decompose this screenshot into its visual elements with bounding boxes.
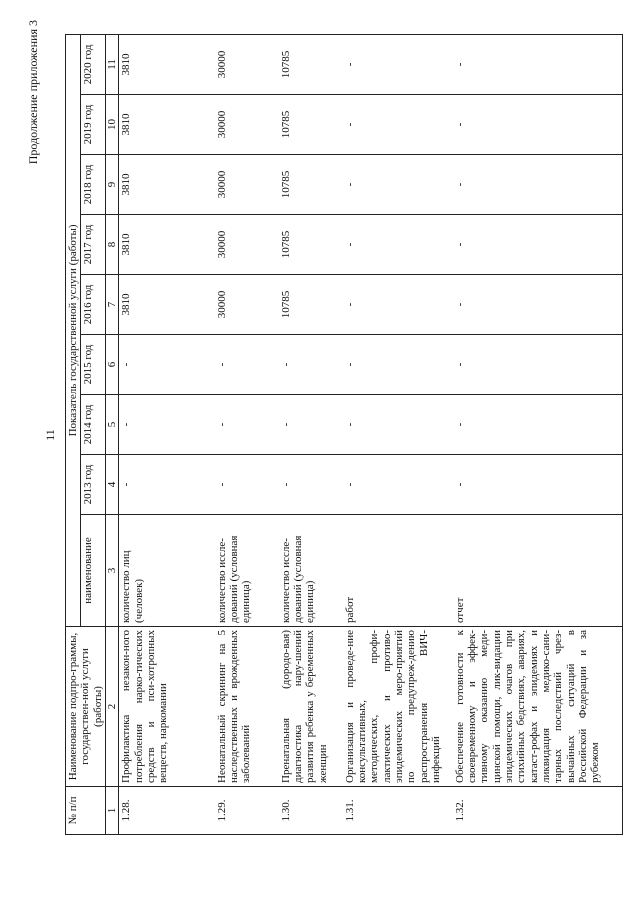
value-cell: -: [119, 455, 215, 515]
header-year: 2018 год: [81, 155, 106, 215]
column-index: 1: [105, 787, 118, 835]
header-number: № п/п: [66, 787, 106, 835]
column-index: 8: [105, 215, 118, 275]
value-cell: -: [215, 395, 279, 455]
column-index: 3: [105, 515, 118, 627]
header-year: 2013 год: [81, 455, 106, 515]
value-cell: -: [215, 335, 279, 395]
value-cell: -: [279, 455, 343, 515]
value-cell: 10785: [279, 95, 343, 155]
page-number: 11: [43, 429, 57, 441]
service-name: Обеспечение готовности к своевременному и эффек-тивному оказанию меди-цинской помощи, лик-видации эпидемических очагов при стихийных бедствиях, авариях, катаст-рофах и эпидемиях и ликвидация медико-сани-тарных последствий чрез-вычайных ситуаций в Российской Федерации и за рубежом: [453, 627, 623, 787]
header-service-name: Наименование подпро-граммы, государствен-ной услуги (работы): [66, 627, 106, 787]
value-cell: -: [453, 395, 623, 455]
table-row: [343, 34, 453, 834]
value-cell: -: [453, 335, 623, 395]
header-indicator-group: Показатель государственной услуги (работы): [66, 34, 81, 626]
indicator-name: отчет: [453, 515, 623, 627]
header-year: 2017 год: [81, 215, 106, 275]
service-name: Организация и проведе-ние консультативных, методических, профи-лактических и противо-эпидемических меро-приятий по предупреж-дению распространения ВИЧ-инфекций: [343, 627, 453, 787]
column-index: 6: [105, 335, 118, 395]
value-cell: -: [279, 335, 343, 395]
table-row: [453, 34, 623, 834]
table-row: [215, 34, 279, 834]
column-index: 4: [105, 455, 118, 515]
value-cell: -: [453, 95, 623, 155]
column-index: 9: [105, 155, 118, 215]
indicator-name: работ: [343, 515, 453, 627]
column-index-row: [105, 34, 118, 834]
value-cell: -: [453, 275, 623, 335]
value-cell: 10785: [279, 34, 343, 94]
service-name: Неонатальный скрининг на 5 наследственных и врожденных заболеваний: [215, 627, 279, 787]
row-number: 1.29.: [215, 787, 279, 835]
value-cell: -: [279, 395, 343, 455]
value-cell: -: [343, 95, 453, 155]
value-cell: 3810: [119, 95, 215, 155]
header-year: 2020 год: [81, 34, 106, 94]
value-cell: -: [343, 395, 453, 455]
value-cell: -: [119, 395, 215, 455]
value-cell: -: [453, 155, 623, 215]
column-index: 5: [105, 395, 118, 455]
value-cell: 3810: [119, 34, 215, 94]
row-number: 1.31.: [343, 787, 453, 835]
header-year: 2019 год: [81, 95, 106, 155]
value-cell: -: [343, 275, 453, 335]
column-index: 7: [105, 275, 118, 335]
value-cell: -: [343, 335, 453, 395]
row-number: 1.32.: [453, 787, 623, 835]
indicator-name: количество иссле-дований (условная единица): [215, 515, 279, 627]
column-index: 11: [105, 34, 118, 94]
row-number: 1.28.: [119, 787, 215, 835]
table-row: [279, 34, 343, 834]
value-cell: 30000: [215, 34, 279, 94]
value-cell: 3810: [119, 215, 215, 275]
value-cell: -: [453, 455, 623, 515]
service-name: Профилактика незакон-ного потребления нарко-тических средств и пси-хотропных веществ, наркомании: [119, 627, 215, 787]
value-cell: 30000: [215, 275, 279, 335]
value-cell: 10785: [279, 275, 343, 335]
value-cell: 3810: [119, 155, 215, 215]
table-row: [119, 34, 215, 834]
continuation-caption: Продолжение приложения 3: [26, 20, 40, 165]
value-cell: 30000: [215, 95, 279, 155]
value-cell: 30000: [215, 215, 279, 275]
services-table: [65, 34, 623, 835]
value-cell: -: [453, 34, 623, 94]
indicator-name: количество лиц (человек): [119, 515, 215, 627]
header-year: 2014 год: [81, 395, 106, 455]
service-name: Пренатальная (дородо-вая) диагностика нару-шений развития ребенка у беременных женщин: [279, 627, 343, 787]
value-cell: 10785: [279, 215, 343, 275]
value-cell: -: [119, 335, 215, 395]
value-cell: 10785: [279, 155, 343, 215]
value-cell: 3810: [119, 275, 215, 335]
value-cell: -: [215, 455, 279, 515]
header-year: 2016 год: [81, 275, 106, 335]
value-cell: 30000: [215, 155, 279, 215]
value-cell: -: [343, 455, 453, 515]
value-cell: -: [343, 155, 453, 215]
column-index: 10: [105, 95, 118, 155]
header-row-1: [66, 34, 81, 834]
header-year: 2015 год: [81, 335, 106, 395]
value-cell: -: [343, 215, 453, 275]
row-number: 1.30.: [279, 787, 343, 835]
column-index: 2: [105, 627, 118, 787]
value-cell: -: [453, 215, 623, 275]
header-indicator-name: наименование: [81, 515, 106, 627]
indicator-name: количество иссле-дований (условная единица): [279, 515, 343, 627]
value-cell: -: [343, 34, 453, 94]
rotated-landscape-content: [26, 20, 640, 835]
